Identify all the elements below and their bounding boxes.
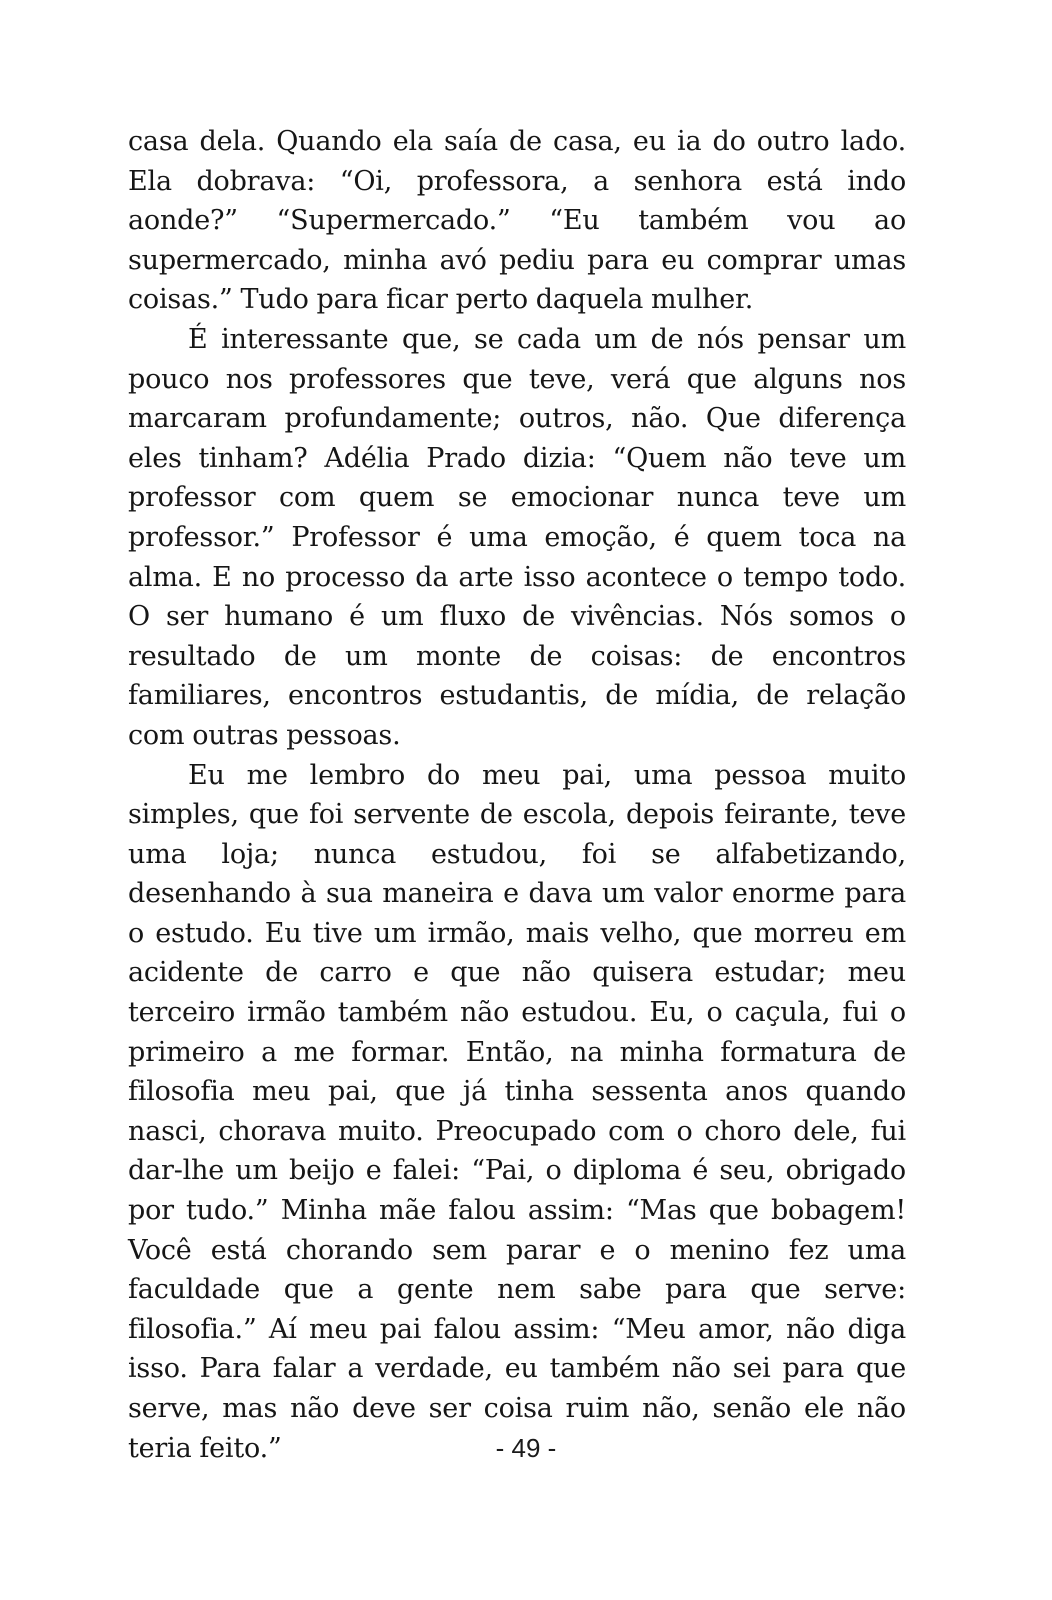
- paragraph-3: Eu me lembro do meu pai, uma pessoa muito simples, que foi servente de escola, depois feirante, teve uma loja; nunca estudou, foi se alfabetizando, desenhando à sua maneira e dava um valor enorme para o estudo. Eu tive um irmão, mais velho, que morreu em acidente de carro e que não quisera estudar; meu terceiro irmão também não estudou. Eu, o caçula, fui o primeiro a me formar. Então, na minha formatura de filosofia meu pai, que já tinha sessenta anos quando nasci, chorava muito. Preocupado com o choro dele, fui dar-lhe um beijo e falei: “Pai, o diploma é seu, obrigado por tudo.” Minha mãe falou assim: “Mas que bobagem! Você está chorando sem parar e o menino fez uma faculdade que a gente nem sabe para que serve: filosofia.” Aí meu pai falou assim: “Meu amor, não diga isso. Para falar a verdade, eu também não sei para que serve, mas não deve ser coisa ruim não, senão ele não teria feito.”: [128, 759, 906, 1464]
- body-text: [128, 122, 906, 1468]
- page-number: - 49 -: [495, 1433, 557, 1463]
- paragraph-2: É interessante que, se cada um de nós pensar um pouco nos professores que teve, verá que alguns nos marcaram profundamente; outros, não. Que diferença eles tinham? Adélia Prado dizia: “Quem não teve um professor com quem se emocionar nunca teve um professor.” Professor é uma emoção, é quem toca na alma. E no processo da arte isso acontece o tempo todo. O ser humano é um fluxo de vivências. Nós somos o resultado de um monte de coisas: de encontros familiares, encontros estudantis, de mídia, de relação com outras pessoas.: [128, 323, 906, 751]
- paragraph-1: casa dela. Quando ela saía de casa, eu ia do outro lado. Ela dobrava: “Oi, professora, a senhora está indo aonde?” “Supermercado.” “Eu também vou ao supermercado, minha avó pediu para eu comprar umas coisas.” Tudo para ficar perto daquela mulher.: [128, 126, 906, 316]
